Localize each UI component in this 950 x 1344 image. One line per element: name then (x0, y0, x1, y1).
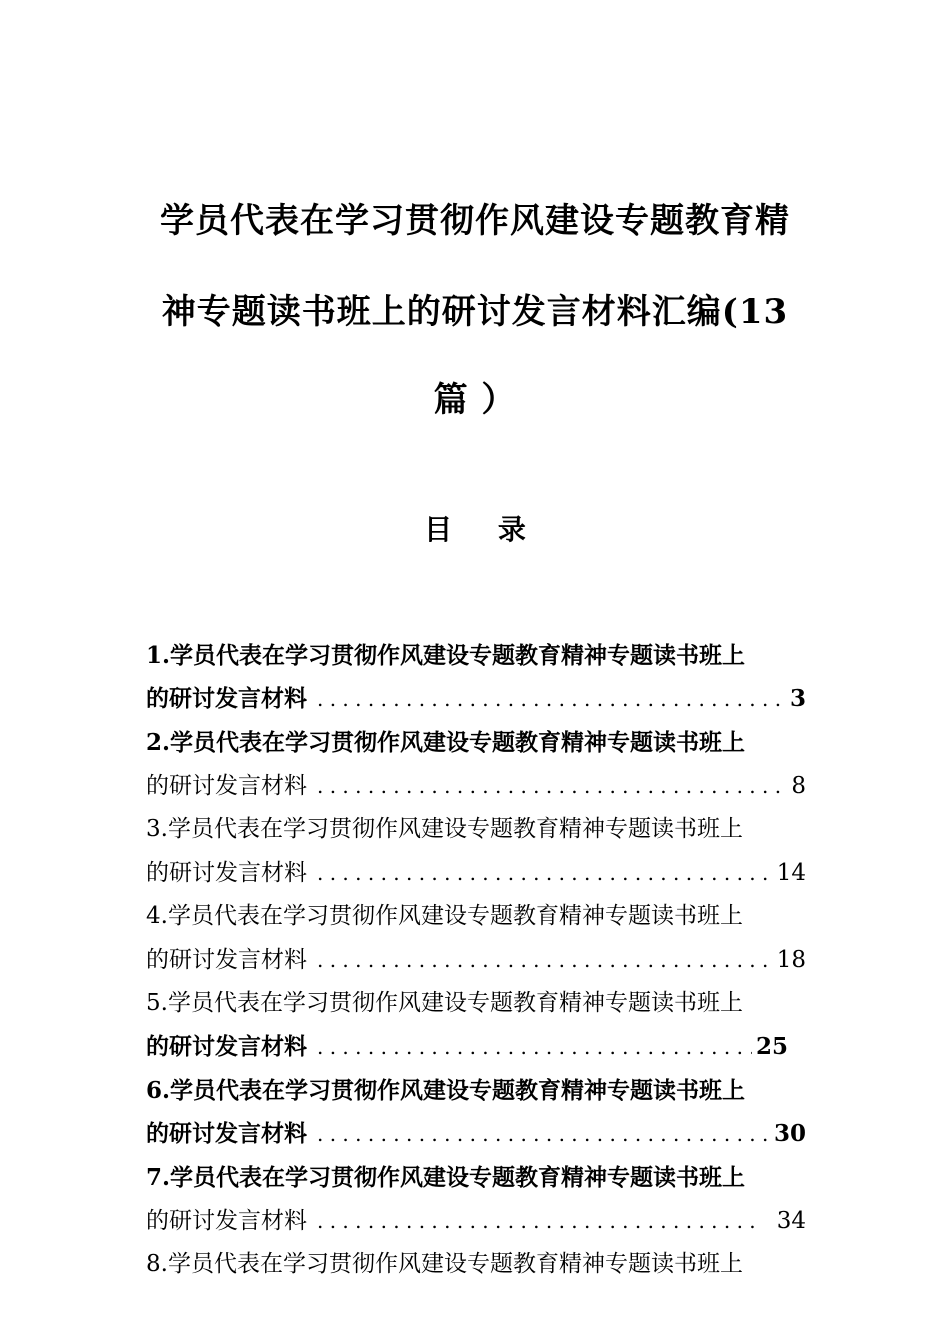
toc-entry-title-continued: 的研讨发言材料 (146, 1120, 307, 1147)
toc-dot-leader (317, 938, 773, 982)
toc-entry-3[interactable] (146, 808, 806, 895)
document-title-line-2: 神专题读书班上的研讨发言材料汇编(13 (161, 292, 789, 332)
toc-entry-line-2 (146, 938, 806, 982)
document-title-line-3: 篇 ） (433, 380, 517, 420)
toc-dot-leader (317, 1112, 770, 1156)
toc-entry-title-continued: 的研讨发言材料 (146, 773, 307, 799)
toc-entry-title: 3.学员代表在学习贯彻作风建设专题教育精神专题读书班上 (146, 816, 743, 842)
toc-entry-line-2 (146, 1112, 806, 1156)
toc-entry-title-continued: 的研讨发言材料 (146, 1033, 307, 1060)
toc-dot-leader (317, 677, 786, 721)
toc-entry-title-continued: 的研讨发言材料 (146, 1208, 307, 1234)
toc-entry-line-2 (146, 1025, 788, 1069)
toc-page-number: 30 (773, 1120, 806, 1147)
toc-entry-line-2 (146, 764, 806, 808)
toc-entry-line-2 (146, 677, 806, 721)
toc-dot-leader (317, 1025, 752, 1069)
table-of-contents (146, 634, 806, 1286)
toc-entry-line-2 (146, 851, 806, 895)
toc-entry-title: 5.学员代表在学习贯彻作风建设专题教育精神专题读书班上 (146, 990, 743, 1016)
toc-entry-title: 2.学员代表在学习贯彻作风建设专题教育精神专题读书班上 (146, 729, 746, 756)
toc-entry-title-continued: 的研讨发言材料 (146, 685, 307, 712)
toc-page-number: 8 (791, 773, 806, 799)
toc-entry-4[interactable] (146, 895, 806, 982)
toc-entry-title: 4.学员代表在学习贯彻作风建设专题教育精神专题读书班上 (146, 903, 743, 929)
toc-page-number: 34 (776, 1208, 806, 1234)
toc-entry-6[interactable] (146, 1069, 806, 1156)
toc-page-number: 25 (755, 1033, 788, 1060)
toc-entry-title: 8.学员代表在学习贯彻作风建设专题教育精神专题读书班上 (146, 1251, 743, 1277)
toc-entry-2[interactable] (146, 721, 806, 808)
toc-heading: 目 录 (424, 513, 544, 546)
toc-page-number: 3 (789, 685, 806, 712)
toc-entry-7[interactable] (146, 1156, 806, 1243)
toc-entry-title: 7.学员代表在学习贯彻作风建设专题教育精神专题读书班上 (146, 1164, 746, 1191)
toc-entry-title: 6.学员代表在学习贯彻作风建设专题教育精神专题读书班上 (146, 1077, 746, 1104)
toc-entry-8[interactable] (146, 1243, 806, 1286)
toc-page-number: 14 (776, 860, 806, 886)
toc-dot-leader (317, 1199, 761, 1243)
toc-dot-leader (317, 764, 787, 808)
toc-dot-leader (317, 851, 773, 895)
toc-entry-5[interactable] (146, 982, 806, 1069)
toc-entry-line-2 (146, 1199, 806, 1243)
toc-entry-title-continued: 的研讨发言材料 (146, 860, 307, 886)
toc-entry-title-continued: 的研讨发言材料 (146, 947, 307, 973)
toc-entry-title: 1.学员代表在学习贯彻作风建设专题教育精神专题读书班上 (146, 642, 746, 669)
toc-entry-1[interactable] (146, 634, 806, 721)
toc-page-number: 18 (776, 947, 806, 973)
document-title-line-1: 学员代表在学习贯彻作风建设专题教育精 (160, 201, 790, 241)
